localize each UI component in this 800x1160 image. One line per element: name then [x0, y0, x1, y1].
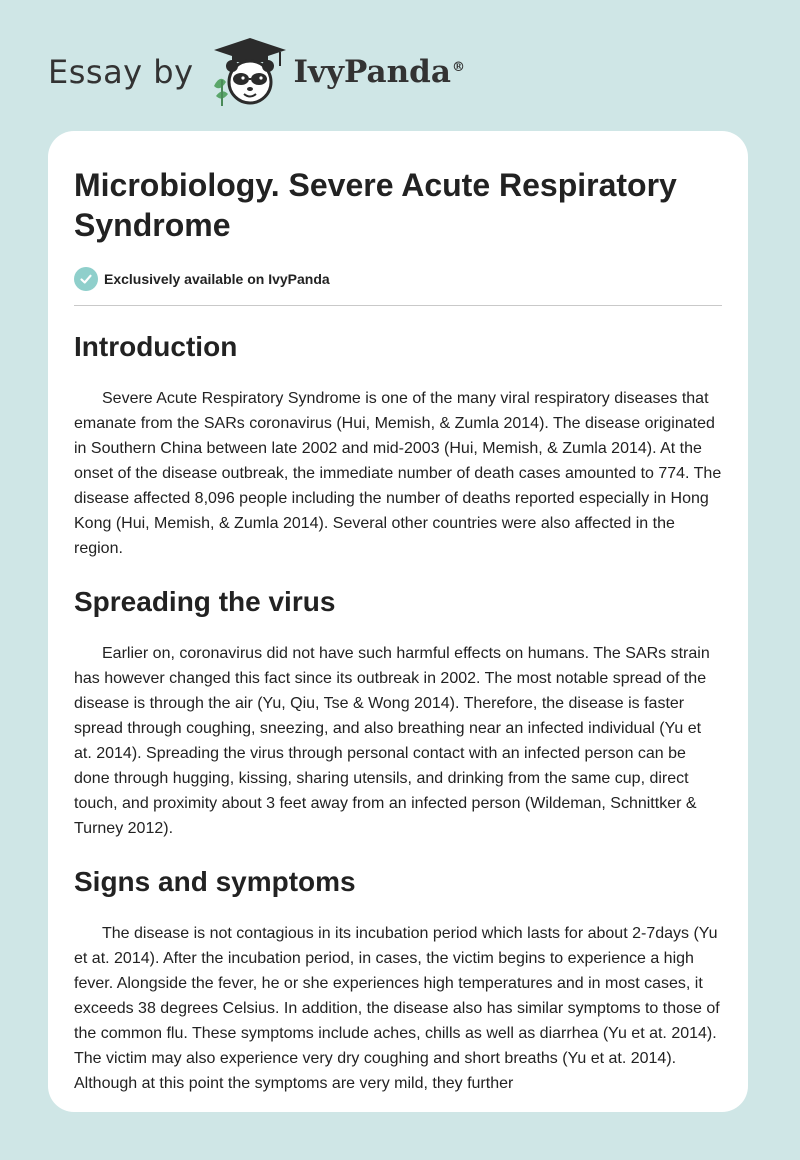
- section-introduction: [74, 330, 722, 561]
- brand-name-text: IvyPanda: [293, 54, 451, 90]
- exclusive-badge: [74, 267, 722, 291]
- section-paragraph: Earlier on, coronavirus did not have such harmful effects on humans. The SARs strain has however changed this fact since its outbreak in 2002. The most notable spread of the disease is through the air (Yu, Qiu, Tse & Wong 2014). Therefore, the disease is faster spread through coughing, sneezing, and also breathing near an infected individual (Yu et at. 2014). Spreading the virus through personal contact with an infected person can be done through hugging, kissing, sharing utensils, and drinking from the same cup, direct touch, and proximity about 3 feet away from an infected person (Wildeman, Schnittker & Turney 2012).: [74, 645, 710, 837]
- section-spreading-the-virus: [74, 585, 722, 841]
- section-heading: Signs and symptoms: [74, 866, 356, 897]
- panda-logo-icon[interactable]: [208, 36, 292, 108]
- brand-name[interactable]: [294, 54, 465, 90]
- site-header: [48, 36, 465, 108]
- essay-card: [48, 131, 748, 1112]
- section-paragraph: The disease is not contagious in its incubation period which lasts for about 2-7days (Yu et at. 2014). After the incubation period, in cases, the victim begins to experience a high fever. Alongside the fever, he or she experiences high temperatures and in most cases, it exceeds 38 degrees Celsius. In addition, the disease also has similar symptoms to those of the common flu. These symptoms include aches, chills as well as diarrhea (Yu et at. 2014). The victim may also experience very dry coughing and short breaths (Yu et at. 2014). Although at this point the symptoms are very mild, they further: [74, 925, 720, 1092]
- divider: [74, 305, 722, 306]
- section-paragraph: Severe Acute Respiratory Syndrome is one of the many viral respiratory diseases that emanate from the SARs coronavirus (Hui, Memish, & Zumla 2014). The disease originated in Southern China between late 2002 and mid-2003 (Hui, Memish, & Zumla 2014). At the onset of the disease outbreak, the immediate number of death cases amounted to 774. The disease affected 8,096 people including the number of deaths reported especially in Hong Kong (Hui, Memish, & Zumla 2014). Several other countries were also affected in the region.: [74, 390, 722, 557]
- section-heading: Spreading the virus: [74, 586, 336, 617]
- section-heading: Introduction: [74, 331, 238, 362]
- section-signs-and-symptoms: [74, 865, 722, 1096]
- page-title: Microbiology. Severe Acute Respiratory Syndrome: [74, 167, 677, 243]
- check-icon: [74, 267, 98, 291]
- registered-mark: ®: [451, 59, 465, 75]
- exclusive-badge-text: Exclusively available on IvyPanda: [104, 271, 330, 287]
- essay-by-label: Essay by: [48, 53, 194, 91]
